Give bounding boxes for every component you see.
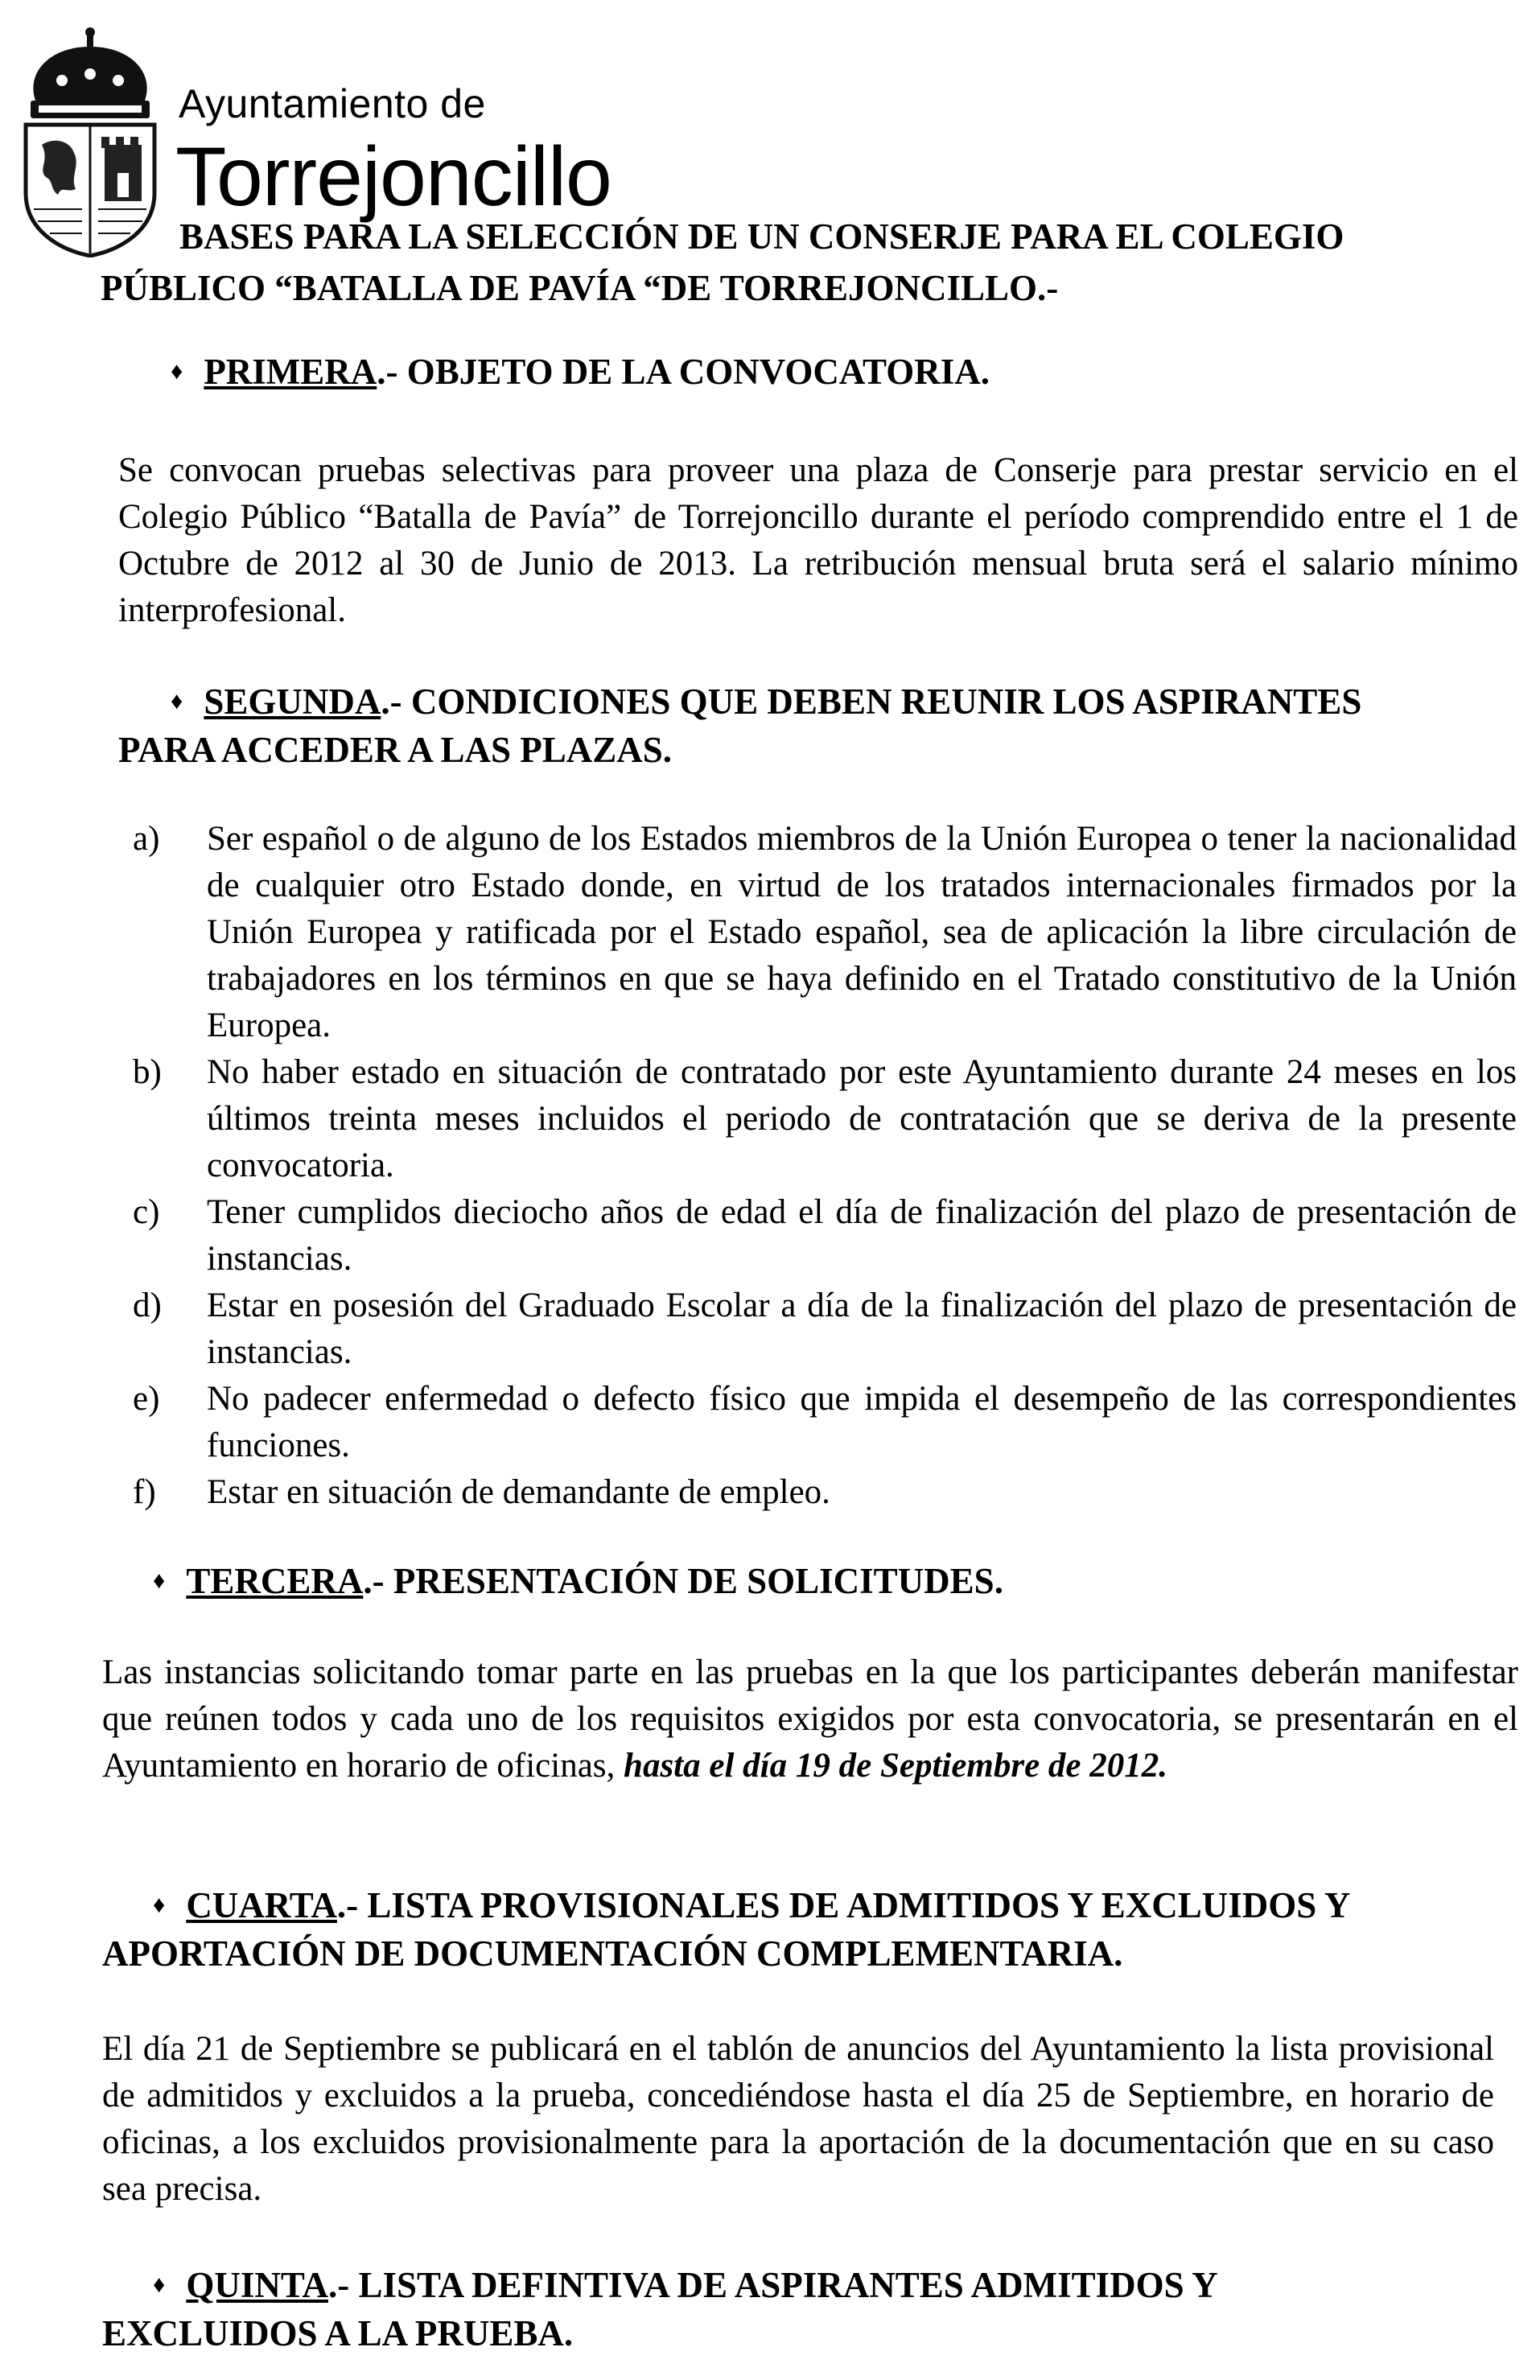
- list-item-text: Tener cumplidos dieciocho años de edad el día de finalización del plazo de presentación de instancias.: [207, 1193, 1517, 1278]
- section-title: .- PRESENTACIÓN DE SOLICITUDES.: [363, 1561, 1003, 1601]
- title-line2: PÚBLICO “BATALLA DE PAVÍA “DE TORREJONCILLO.-: [101, 268, 1059, 308]
- section-cuarta-body: El día 21 de Septiembre se publicará en el tablón de anuncios del Ayuntamiento la lista provisional de admitidos y excluidos a la prueba, concediéndose hasta el día 25 de Septiembre, en horario de oficinas, a los excluidos provisionalmente para la aportación de la documentación que en su caso sea precisa.: [102, 2030, 1494, 2208]
- list-item: [133, 1049, 1517, 1189]
- list-item-text: No padecer enfermedad o defecto físico que impida el desempeño de las correspondientes funciones.: [207, 1380, 1517, 1464]
- list-marker: d): [133, 1287, 162, 1324]
- org-name-line2: Torrejoncillo: [175, 130, 611, 224]
- section-title: .- LISTA DEFINTIVA DE ASPIRANTES ADMITIDOS Y: [328, 2265, 1218, 2305]
- list-marker: a): [133, 820, 160, 858]
- section-title-line2: APORTACIÓN DE DOCUMENTACIÓN COMPLEMENTARIA.: [102, 1933, 1123, 1974]
- section-primera-body: Se convocan pruebas selectivas para proveer una plaza de Conserje para prestar servicio en el Colegio Público “Batalla de Pavía” de Torrejoncillo durante el período comprendido entre el 1 de Octubre de 2012 al 30 de Junio de 2013. La retribución mensual bruta será el salario mínimo interprofesional.: [118, 451, 1518, 629]
- list-item-text: Estar en posesión del Graduado Escolar a día de la finalización del plazo de presentación de instancias.: [207, 1287, 1517, 1371]
- list-item: [133, 1376, 1517, 1469]
- diamond-bullet-icon: ♦: [171, 358, 183, 385]
- section-number: PRIMERA: [204, 352, 377, 392]
- requirements-list: [133, 816, 1517, 1516]
- title-line1: BASES PARA LA SELECCIÓN DE UN CONSERJE PARA EL COLEGIO: [179, 216, 1344, 257]
- section-title-line2: PARA ACCEDER A LAS PLAZAS.: [118, 730, 673, 770]
- section-title: .- LISTA PROVISIONALES DE ADMITIDOS Y EXCLUIDOS Y: [336, 1885, 1351, 1925]
- section-number: SEGUNDA: [204, 681, 381, 722]
- list-marker: f): [133, 1473, 156, 1511]
- diamond-bullet-icon: ♦: [153, 2271, 166, 2298]
- diamond-bullet-icon: ♦: [153, 1892, 166, 1918]
- section-tercera-body: [102, 1649, 1518, 1789]
- section-tercera-heading: [153, 1557, 1513, 1605]
- section-title: .- OBJETO DE LA CONVOCATORIA.: [377, 352, 990, 392]
- list-marker: e): [133, 1380, 160, 1418]
- list-marker: b): [133, 1053, 162, 1091]
- section-title-line2: EXCLUIDOS A LA PRUEBA.: [102, 2313, 574, 2353]
- deadline-emphasis: hasta el día 19 de Septiembre de 2012.: [624, 1747, 1168, 1785]
- list-item: [133, 1283, 1517, 1376]
- list-item: [133, 1189, 1517, 1283]
- section-segunda-heading: [118, 677, 1518, 774]
- org-name-line1: Ayuntamiento de: [179, 81, 486, 126]
- section-title: .- CONDICIONES QUE DEBEN REUNIR LOS ASPIRANTES: [381, 681, 1362, 722]
- list-item: [133, 816, 1517, 1049]
- section-primera-heading: [171, 348, 1514, 396]
- list-item-text: Estar en situación de demandante de empleo.: [207, 1473, 830, 1511]
- body-text: Las instancias solicitando tomar parte en las pruebas en la que los participantes deberán manifestar que reúnen todos y cada uno de los requisitos exigidos por esta convocatoria, se presentarán en el Ayuntamiento en horario de oficinas,: [102, 1653, 1518, 1785]
- diamond-bullet-icon: ♦: [171, 688, 183, 714]
- list-item-text: Ser español o de alguno de los Estados miembros de la Unión Europea o tener la nacionalidad de cualquier otro Estado donde, en virtud de los tratados internacionales firmados por la Unión Europea y ratificada por el Estado español, sea de aplicación la libre circulación de trabajadores en los términos en que se haya definido en el Tratado constitutivo de la Unión Europea.: [207, 820, 1517, 1044]
- section-number: TERCERA: [186, 1561, 364, 1601]
- document-title: [101, 211, 1517, 314]
- list-item: [133, 1469, 1517, 1516]
- section-quinta-heading: [102, 2261, 1502, 2357]
- section-cuarta-heading: [102, 1881, 1502, 1978]
- section-number: CUARTA: [186, 1885, 337, 1925]
- list-item-text: No haber estado en situación de contratado por este Ayuntamiento durante 24 meses en los últimos treinta meses incluidos el periodo de contratación que se deriva de la presente convocatoria.: [207, 1053, 1517, 1184]
- list-marker: c): [133, 1193, 160, 1231]
- diamond-bullet-icon: ♦: [153, 1567, 166, 1594]
- section-number: QUINTA: [186, 2265, 328, 2305]
